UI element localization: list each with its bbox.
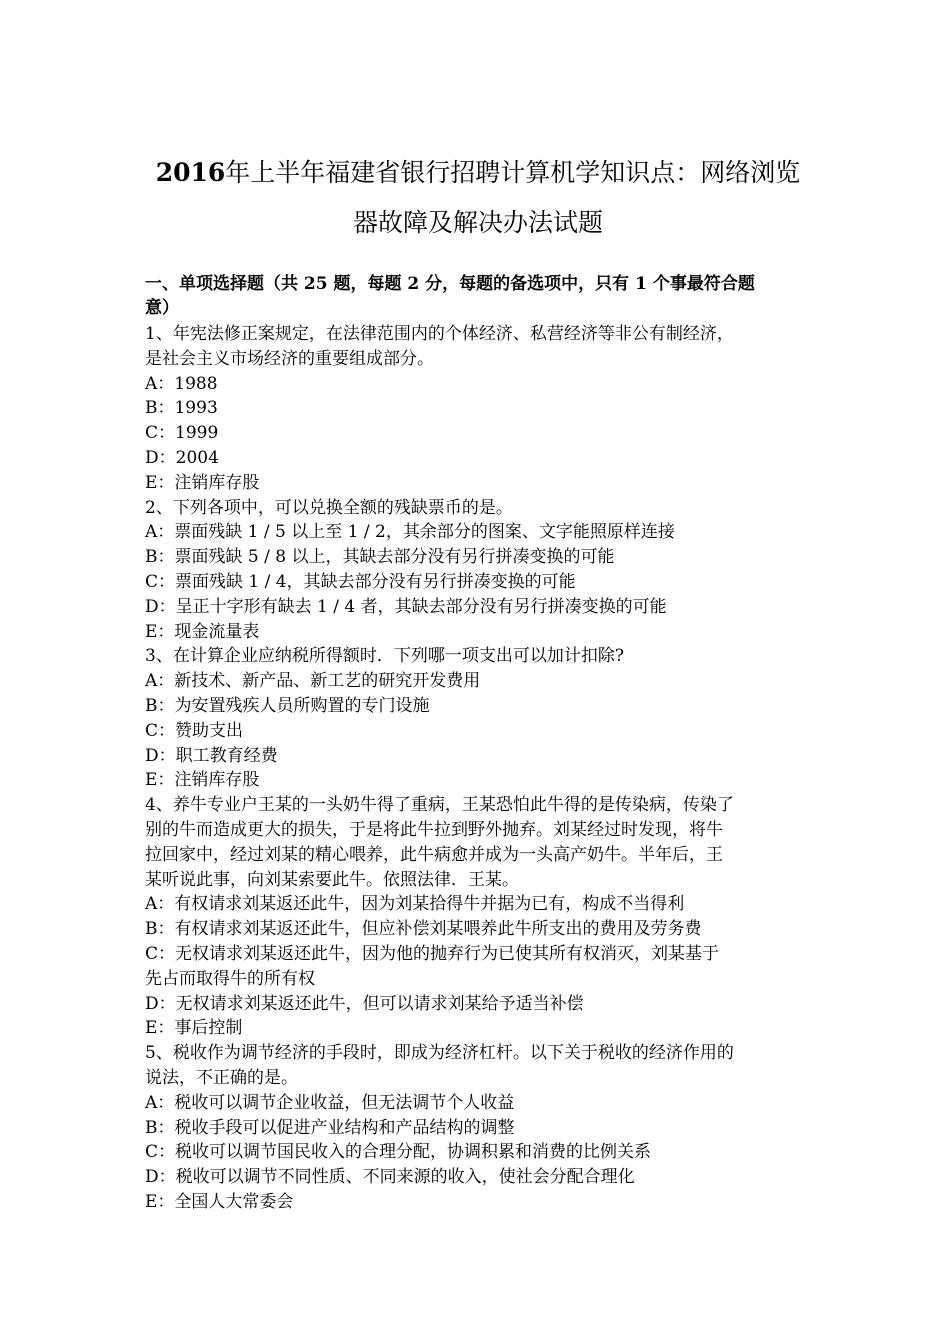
title-year: 2016 xyxy=(155,158,226,187)
option-line: E：全国人大常委会 xyxy=(145,1191,294,1212)
option-line: D：无权请求刘某返还此牛，但可以请求刘某给予适当补偿 xyxy=(145,993,584,1014)
option-line: A：税收可以调节企业收益，但无法调节个人收益 xyxy=(145,1092,515,1113)
option-line: C：赞助支出 xyxy=(145,720,244,741)
option-line: B：票面残缺 5 / 8 以上，其缺去部分没有另行拼凑变换的可能 xyxy=(145,547,615,568)
option-line: A：1988 xyxy=(145,373,218,394)
option-line: 先占而取得牛的所有权 xyxy=(145,968,315,989)
text-line: 别的牛而造成更大的损失，于是将此牛拉到野外抛弃。刘某经过时发现，将牛 xyxy=(145,819,723,840)
text-line: 3、在计算企业应纳税所得额时．下列哪一项支出可以加计扣除? xyxy=(145,646,624,667)
text-line: 5、税收作为调节经济的手段时，即成为经济杠杆。以下关于税收的经济作用的 xyxy=(145,1043,734,1064)
text-line: 说法，不正确的是。 xyxy=(145,1067,298,1088)
option-line: E：注销库存股 xyxy=(145,472,260,493)
title-text: 年上半年福建省银行招聘计算机学知识点：网络浏览 xyxy=(225,158,801,187)
section-heading-line-1: 一、单项选择题（共 25 题，每题 2 分，每题的备选项中，只有 1 个事最符合题 xyxy=(145,274,755,294)
title-line-1 xyxy=(140,148,816,198)
option-line: B：税收手段可以促进产业结构和产品结构的调整 xyxy=(145,1117,515,1138)
option-line: A：有权请求刘某返还此牛，因为刘某拾得牛并据为已有，构成不当得利 xyxy=(145,894,685,915)
question-list xyxy=(145,322,813,1215)
option-line: A：新技术、新产品、新工艺的研究开发费用 xyxy=(145,671,481,692)
option-line: B：为安置残疾人员所购置的专门设施 xyxy=(145,695,430,716)
text-line: 拉回家中，经过刘某的精心喂养，此牛病愈并成为一头高产奶牛。半年后，王 xyxy=(145,844,723,865)
option-line: B：1993 xyxy=(145,398,218,419)
option-line: D：2004 xyxy=(145,447,219,468)
section-heading-line-2: 意） xyxy=(145,298,179,318)
option-line: A：票面残缺 1 / 5 以上至 1 / 2，其余部分的图案、文字能照原样连接 xyxy=(145,522,675,543)
option-line: C：1999 xyxy=(145,423,219,444)
option-line: C：税收可以调节国民收入的合理分配，协调积累和消费的比例关系 xyxy=(145,1142,652,1163)
option-line: B：有权请求刘某返还此牛，但应补偿刘某喂养此牛所支出的费用及劳务费 xyxy=(145,919,702,940)
option-line: D：职工教育经费 xyxy=(145,745,278,766)
text-line: 1、年宪法修正案规定，在法律范围内的个体经济、私营经济等非公有制经济， xyxy=(145,324,734,344)
document-title xyxy=(140,148,816,248)
option-line: D：呈正十字形有缺去 1 / 4 者，其缺去部分没有另行拼凑变换的可能 xyxy=(145,596,667,617)
text-line: 某听说此事，向刘某索要此牛。依照法律．王某。 xyxy=(145,869,519,890)
section-heading xyxy=(145,272,813,320)
option-line: E：事后控制 xyxy=(145,1018,243,1039)
option-line: C：无权请求刘某返还此牛，因为他的抛弃行为已使其所有权消灭，刘某基于 xyxy=(145,943,720,964)
option-line: D：税收可以调节不同性质、不同来源的收入，使社会分配合理化 xyxy=(145,1167,635,1188)
option-line: C：票面残缺 1 / 4，其缺去部分没有另行拼凑变换的可能 xyxy=(145,571,576,592)
text-line: 2、下列各项中，可以兑换全额的残缺票币的是。 xyxy=(145,497,513,518)
text-line: 4、养牛专业户王某的一头奶牛得了重病，王某恐怕此牛得的是传染病，传染了 xyxy=(145,795,734,816)
title-line-2: 器故障及解决办法试题 xyxy=(352,208,603,237)
text-line: 是社会主义市场经济的重要组成部分。 xyxy=(145,348,434,369)
option-line: E：现金流量表 xyxy=(145,621,260,642)
option-line: E：注销库存股 xyxy=(145,770,260,791)
